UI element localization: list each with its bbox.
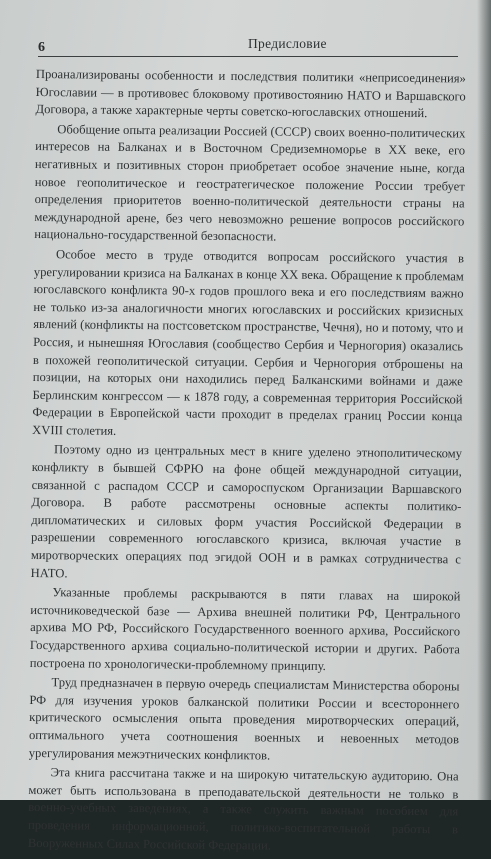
paragraph: Проанализированы особенности и последствия политики «неприсоединения» Югославии — в противовес блоковому противостоянию НАТО и Варшавского Договора, а также характерные черты советско-югославских отношений.	[35, 66, 466, 121]
paragraph: Особое место в труде отводится вопросам российского участия в урегулировании кризиса на Балканах в конце XX века. Обращение к проблемам югославского конфликта 90-х годов прошлого века и его последствиям важно не только из-за аналогичности многих югославских и российских кризисных явлений (конфликты на постсоветском пространстве, Чечня), но и потому, что и Россия, и нынешняя Югославия (сообщество Сербия и Черногория) оказались в похожей геополитической ситуации. Сербия и Черногория отброшены на позиции, на которых они находились перед Балканскими войнами и даже Берлинским конгрессом — к 1878 году, а современная территория Российской Федерации в Европейской части проходит в пределах границ России конца XVIII столетия.	[32, 247, 465, 438]
body-text	[28, 66, 466, 859]
page-shadow	[477, 0, 491, 800]
paragraph: Труд предназначен в первую очередь специалистам Министерства обороны РФ для изучения уроков балканской политики России и всестороннего критического осмысления опыта проведения миротворческих операций, оптимального учета соотношения военных и невоенных методов урегулирования межэтнических конфликтов.	[28, 675, 460, 763]
page-header	[38, 34, 458, 57]
page-number: 6	[38, 40, 45, 55]
paragraph: Эта книга рассчитана также и на широкую читательскую аудиторию. Она может быть использована в преподавательской деятельности не только в военно-учебных заведениях, а также служить важным пособием для проведения информационной, политико-воспитательной работы в Вооруженных Силах Российской Федерации.	[27, 765, 459, 853]
running-head: Предисловие	[248, 36, 327, 51]
paragraph: Поэтому одно из центральных мест в книге уделено этнополитическому конфликту в бывшей СФРЮ на фоне общей международной ситуации, связанной с распадом СССР и самороспуском Организации Варшавского Договора. В работе рассмотрены основные аспекты политико-дипломатических и силовых форм участия Российской Федерации в разрешении современного югославского кризиса, включая участие в миротворческих операциях под эгидой ООН и в рамках сотрудничества с НАТО.	[30, 442, 463, 580]
paragraph: Обобщение опыта реализации Россией (СССР) своих военно-политических интересов на Балканах и в Восточном Средиземноморье в XX веке, его негативных и позитивных сторон приобретает особое значение ныне, когда новое геополитическое и геостратегическое положение России требует определения приоритетов военно-политической деятельности страны на международной арене, без чего невозможно решение вопросов российского национально-государственной безопасности.	[34, 122, 466, 244]
paragraph: Указанные проблемы раскрываются в пяти главах на широкой источниковедческой базе — Архива внешней политики РФ, Центрального архива МО РФ, Российского Государственного военного архива, Российского Государственного архива социально-политической истории и других. Работа построена по хронологически-проблемному принципу.	[29, 585, 461, 673]
